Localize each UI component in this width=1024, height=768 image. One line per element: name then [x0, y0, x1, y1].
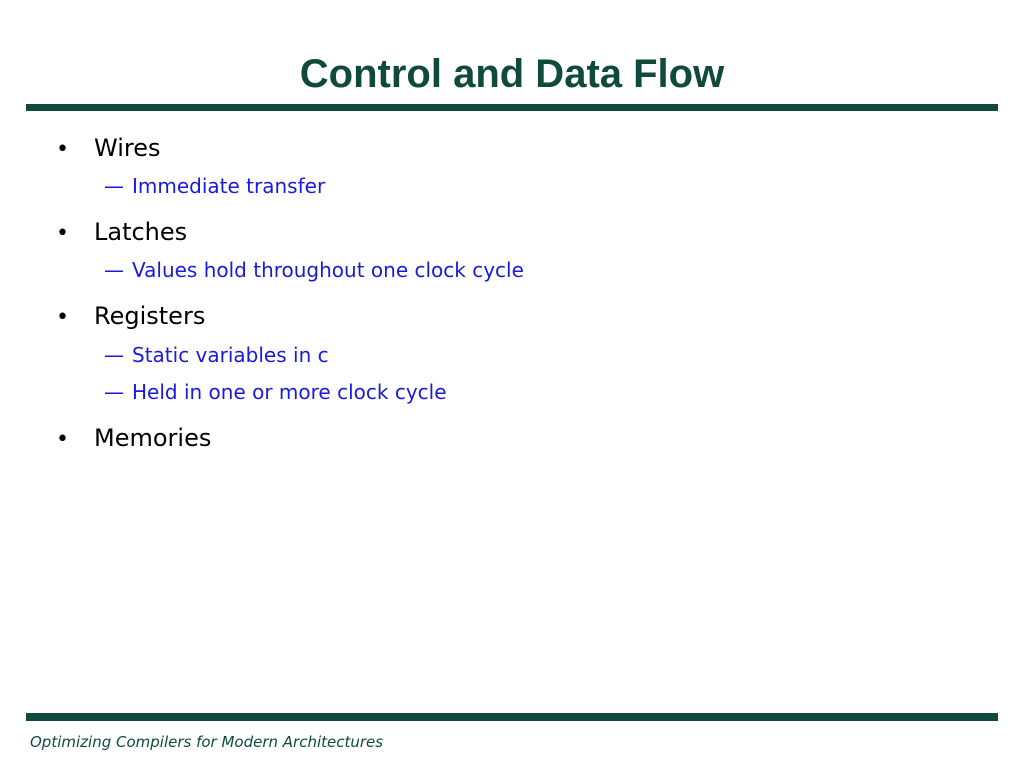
- bullet-item-memories: [56, 422, 211, 456]
- dash-icon: —: [104, 343, 124, 367]
- footer-text: Optimizing Compilers for Modern Architectures: [30, 733, 384, 751]
- bullet-icon: •: [56, 305, 69, 330]
- bullet-item-label: Registers: [94, 302, 206, 330]
- dash-icon: —: [104, 174, 124, 198]
- bullet-item-latches: [56, 216, 187, 250]
- sub-item-label: Held in one or more clock cycle: [132, 380, 447, 404]
- bullet-icon: •: [56, 221, 69, 246]
- title-divider: [26, 104, 998, 111]
- bullet-icon: •: [56, 427, 69, 452]
- bullet-item-registers: [56, 300, 205, 334]
- sub-item-label: Immediate transfer: [132, 174, 326, 198]
- dash-icon: —: [104, 258, 124, 282]
- sub-item: [104, 378, 447, 406]
- bullet-item-label: Wires: [94, 134, 161, 162]
- bullet-item-label: Latches: [94, 218, 188, 246]
- bullet-item-wires: [56, 132, 160, 166]
- sub-item: [104, 256, 524, 284]
- dash-icon: —: [104, 380, 124, 404]
- slide-title: Control and Data Flow: [299, 52, 725, 96]
- sub-item-label: Static variables in c: [132, 343, 329, 367]
- bullet-item-label: Memories: [94, 424, 212, 452]
- sub-item-label: Values hold throughout one clock cycle: [132, 258, 524, 282]
- sub-item: [104, 341, 329, 369]
- bullet-icon: •: [56, 137, 69, 162]
- sub-item: [104, 172, 325, 200]
- footer-divider: [26, 713, 998, 721]
